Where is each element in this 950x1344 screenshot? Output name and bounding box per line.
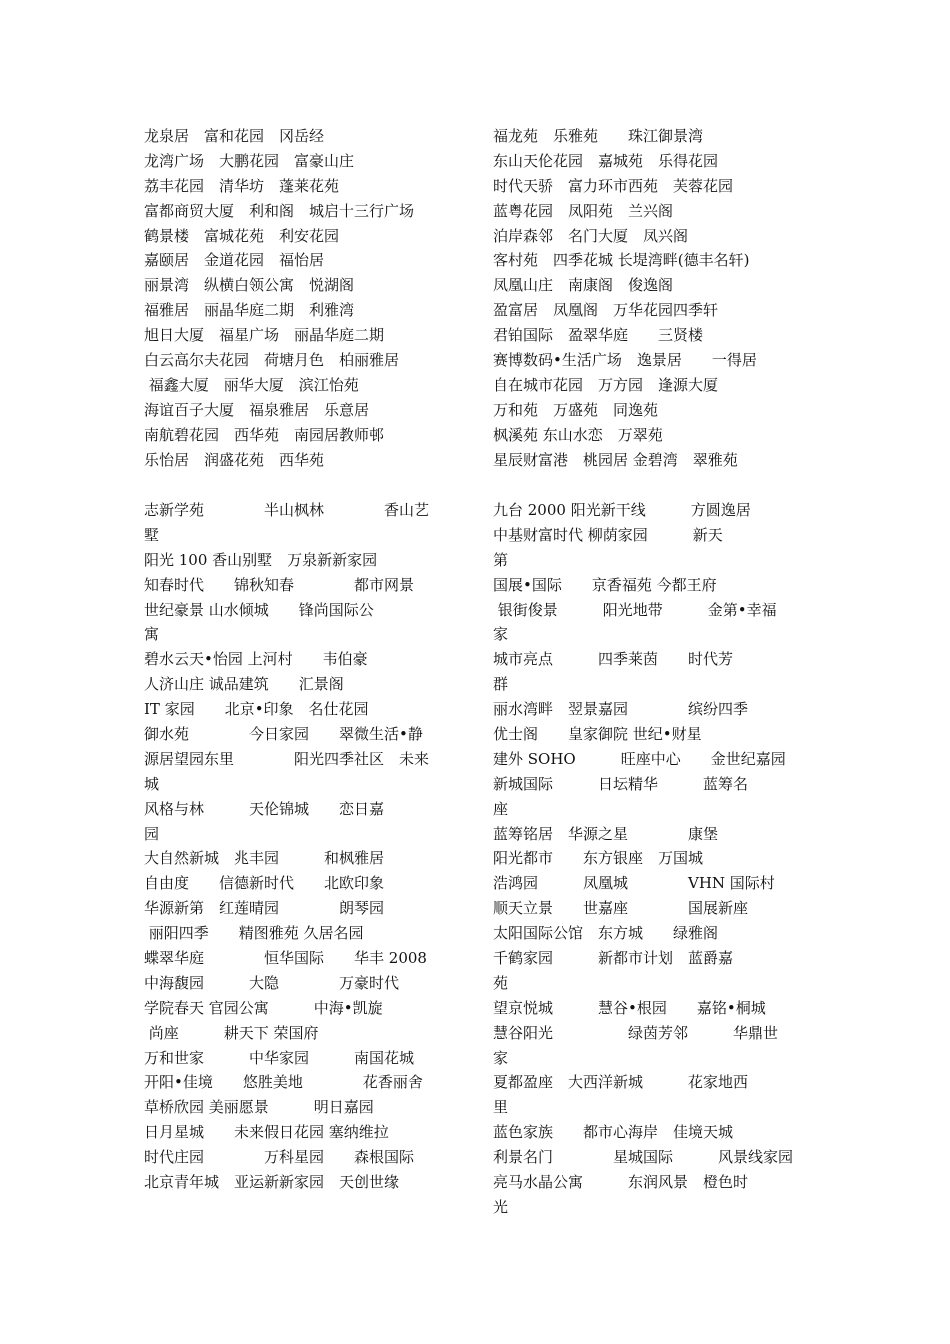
text-line: 阳光都市 东方银座 万国城	[493, 849, 704, 868]
text-line: 大自然新城 兆丰园 和枫雅居	[144, 849, 385, 868]
text-line: 丽景湾 纵横白领公寓 悦湖阁	[144, 276, 355, 295]
text-line: 阳光 100 香山别墅 万泉新新家园	[144, 550, 378, 569]
text-line: 世纪豪景 山水倾城 锋尚国际公	[144, 600, 374, 619]
text-line: 光	[493, 1197, 509, 1216]
text-line: 赛博数码•生活广场 逸景居 一得居	[493, 351, 757, 370]
text-line: 海谊百子大厦 福泉雅居 乐意居	[144, 400, 370, 419]
text-line: 人济山庄 诚品建筑 汇景阁	[144, 675, 344, 694]
text-line: 夏都盈座 大西洋新城 花家地西	[493, 1073, 749, 1092]
text-line: 千鹤家园 新都市计划 蓝爵嘉	[493, 949, 734, 968]
text-line: 盈富居 凤凰阁 万华花园四季轩	[493, 301, 719, 320]
text-line: 泊岸森邻 名门大厦 凤兴阁	[493, 226, 689, 245]
text-line: 星辰财富港 桃园居 金碧湾 翠雅苑	[493, 450, 738, 469]
text-line: 福鑫大厦 丽华大厦 滨江怡苑	[144, 375, 359, 394]
text-line: 里	[493, 1098, 509, 1117]
text-line: 志新学苑 半山枫林 香山艺	[144, 501, 430, 519]
text-line: 万和苑 万盛苑 同逸苑	[493, 400, 659, 419]
text-line: 客村苑 四季花城 长堤湾畔(德丰名轩)	[493, 251, 750, 270]
text-line: 银街俊景 阳光地带 金第•幸福	[493, 600, 777, 619]
text-line: 源居望园东里 阳光四季社区 未来	[144, 749, 430, 768]
text-line: 座	[493, 799, 509, 818]
text-line: 第	[493, 550, 509, 569]
text-line: 草桥欣园 美丽愿景 明日嘉园	[144, 1098, 374, 1117]
text-line: 嘉颐居 金道花园 福怡居	[144, 251, 325, 270]
text-line: 慧谷阳光 绿茵芳邻 华鼎世	[493, 1023, 779, 1042]
section-1-left-column	[144, 124, 464, 472]
text-line: 枫溪苑 东山水恋 万翠苑	[493, 425, 663, 444]
text-line: 时代天骄 富力环市西苑 芙蓉花园	[493, 176, 734, 195]
text-line: 白云高尔夫花园 荷塘月色 柏丽雅居	[144, 351, 400, 370]
text-line: 丽阳四季 精图雅苑 久居名园	[144, 924, 364, 943]
text-line: 君铂国际 盈翠华庭 三贤楼	[493, 326, 704, 345]
text-line: 中基财富时代 柳荫家园 新天	[493, 525, 723, 544]
text-line: 利景名门 星城国际 风景线家园	[493, 1148, 794, 1167]
text-line: 墅	[144, 525, 160, 544]
text-line: 望京悦城 慧谷•根园 嘉铭•桐城	[493, 998, 766, 1017]
text-line: 龙泉居 富和花园 冈岳经	[144, 127, 325, 145]
text-line: 国展•国际 京香福苑 今都王府	[493, 575, 717, 594]
text-line: 城市亮点 四季莱茵 时代芳	[493, 650, 734, 669]
text-line: 龙湾广场 大鹏花园 富豪山庄	[144, 151, 355, 170]
text-line: 福龙苑 乐雅苑 珠江御景湾	[493, 127, 704, 145]
text-line: 御水苑 今日家园 翠微生活•静	[144, 725, 423, 744]
text-line: 万和世家 中华家园 南国花城	[144, 1048, 415, 1067]
text-line: 寓	[144, 625, 160, 644]
text-line: 家	[493, 1048, 509, 1067]
text-line: 风格与林 天伦锦城 恋日嘉	[144, 799, 385, 818]
text-line: 优士阁 皇家御院 世纪•财星	[493, 725, 702, 744]
text-line: 尚座 耕天下 荣国府	[144, 1023, 319, 1042]
text-line: 北京青年城 亚运新新家园 天创世缘	[144, 1173, 400, 1192]
text-line: 日月星城 未来假日花园 塞纳维拉	[144, 1123, 389, 1142]
text-line: 自在城市花园 万方园 逢源大厦	[493, 375, 719, 394]
text-line: 蝶翠华庭 恒华国际 华丰 2008	[144, 949, 427, 968]
text-line: 鹤景楼 富城花苑 利安花园	[144, 226, 340, 245]
text-line: 亮马水晶公寓 东润风景 橙色时	[493, 1173, 749, 1192]
text-line: 家	[493, 625, 509, 644]
text-line: 蓝色家族 都市心海岸 佳境天城	[493, 1123, 734, 1142]
text-line: 凤凰山庄 南康阁 俊逸阁	[493, 276, 674, 295]
text-line: 南航碧花园 西华苑 南园居教师邨	[144, 425, 385, 444]
text-line: IT 家园 北京•印象 名仕花园	[144, 700, 369, 719]
text-line: 学院春天 官园公寓 中海•凯旋	[144, 998, 383, 1017]
text-line: 九台 2000 阳光新干线 方圆逸居	[493, 501, 751, 519]
text-line: 碧水云天•怡园 上河村 韦伯豪	[144, 650, 368, 669]
text-line: 福雅居 丽晶华庭二期 利雅湾	[144, 301, 355, 320]
text-line: 新城国际 日坛精华 蓝筹名	[493, 774, 749, 793]
text-line: 蓝筹铭居 华源之星 康堡	[493, 824, 719, 843]
section-1-right-column	[493, 124, 813, 472]
text-line: 太阳国际公馆 东方城 绿雅阁	[493, 924, 719, 943]
text-line: 建外 SOHO 旺座中心 金世纪嘉园	[493, 749, 786, 768]
text-line: 荔丰花园 清华坊 蓬莱花苑	[144, 176, 340, 195]
text-line: 蓝粤花园 凤阳苑 兰兴阁	[493, 201, 674, 220]
text-line: 群	[493, 675, 509, 694]
text-line: 顺天立景 世嘉座 国展新座	[493, 899, 749, 918]
section-2-right-column	[493, 498, 813, 1220]
text-line: 中海馥园 大隐 万豪时代	[144, 973, 400, 992]
text-line: 时代庄园 万科星园 森根国际	[144, 1148, 415, 1167]
section-2-left-column	[144, 498, 464, 1195]
text-line: 浩鸿园 凤凰城 VHN 国际村	[493, 874, 775, 893]
text-line: 知春时代 锦秋知春 都市网景	[144, 575, 415, 594]
text-line: 开阳•佳境 悠胜美地 花香丽舍	[144, 1073, 423, 1092]
text-line: 自由度 信德新时代 北欧印象	[144, 874, 385, 893]
text-line: 丽水湾畔 翌景嘉园 缤纷四季	[493, 700, 749, 719]
text-line: 城	[144, 774, 160, 793]
text-line: 东山天伦花园 嘉城苑 乐得花园	[493, 151, 719, 170]
text-line: 乐怡居 润盛花苑 西华苑	[144, 450, 325, 469]
text-line: 苑	[493, 973, 509, 992]
text-line: 华源新第 红莲晴园 朗琴园	[144, 899, 385, 918]
text-line: 旭日大厦 福星广场 丽晶华庭二期	[144, 326, 385, 345]
text-line: 富都商贸大厦 利和阁 城启十三行广场	[144, 201, 415, 220]
text-line: 园	[144, 824, 160, 843]
